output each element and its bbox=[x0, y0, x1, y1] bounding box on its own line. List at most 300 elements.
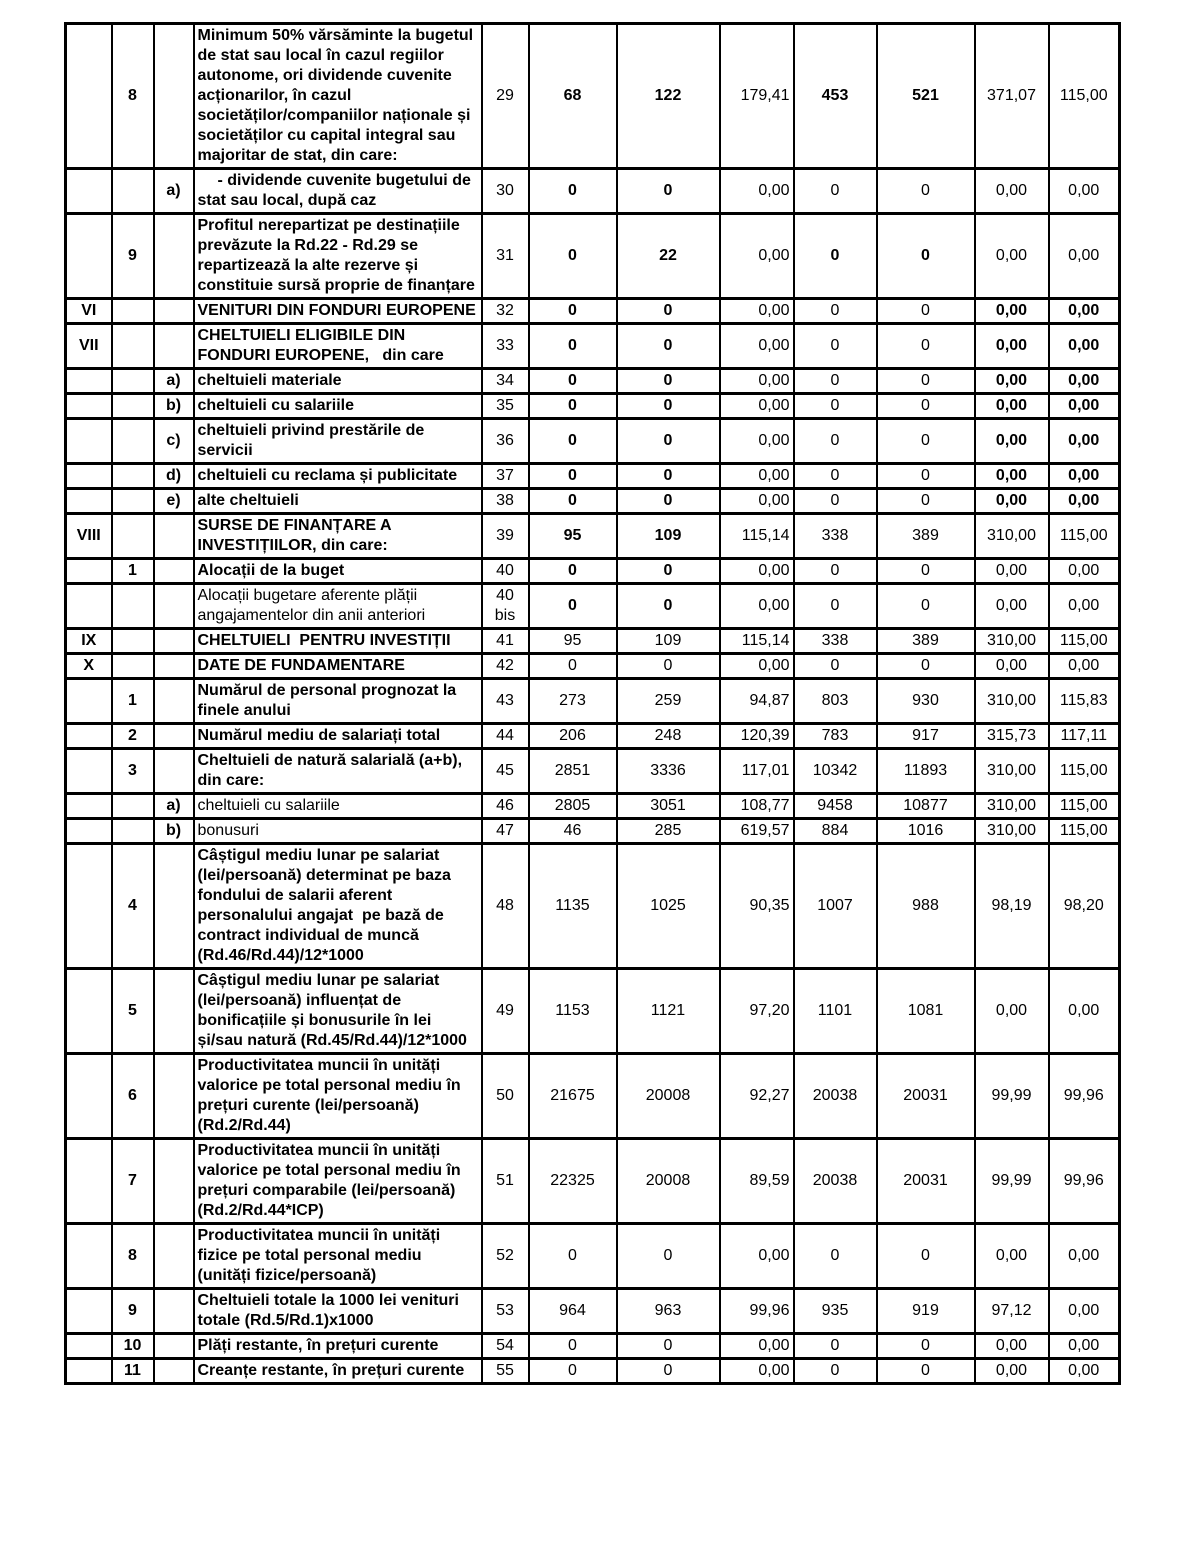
value-cell-6: 315,73 bbox=[975, 724, 1049, 749]
table-row bbox=[66, 679, 1120, 724]
value-cell-1: 273 bbox=[529, 679, 617, 724]
value-cell-4: 338 bbox=[794, 629, 877, 654]
value-cell-1: 2851 bbox=[529, 749, 617, 794]
value-cell-5: 930 bbox=[877, 679, 975, 724]
value-cell-4: 783 bbox=[794, 724, 877, 749]
value-cell-7: 0,00 bbox=[1049, 1359, 1120, 1384]
item-number-cell: 8 bbox=[112, 24, 154, 169]
value-cell-2: 0 bbox=[617, 489, 720, 514]
description-cell: Profitul nerepartizat pe destinațiile prevăzute la Rd.22 - Rd.29 se repartizează la alte rezerve și constituie sursă proprie de finanțare bbox=[194, 214, 482, 299]
value-cell-7: 115,83 bbox=[1049, 679, 1120, 724]
item-number-cell: 11 bbox=[112, 1359, 154, 1384]
row-number-cell: 50 bbox=[482, 1054, 529, 1139]
value-cell-4: 0 bbox=[794, 489, 877, 514]
value-cell-5: 11893 bbox=[877, 749, 975, 794]
value-cell-7: 0,00 bbox=[1049, 489, 1120, 514]
value-cell-6: 310,00 bbox=[975, 819, 1049, 844]
description-cell: VENITURI DIN FONDURI EUROPENE bbox=[194, 299, 482, 324]
value-cell-7: 0,00 bbox=[1049, 214, 1120, 299]
value-cell-7: 115,00 bbox=[1049, 629, 1120, 654]
value-cell-4: 0 bbox=[794, 299, 877, 324]
budget-table-body bbox=[66, 24, 1120, 1384]
value-cell-3: 0,00 bbox=[720, 1334, 794, 1359]
row-number-cell: 55 bbox=[482, 1359, 529, 1384]
sub-letter-cell bbox=[154, 1359, 194, 1384]
value-cell-3: 0,00 bbox=[720, 299, 794, 324]
value-cell-2: 109 bbox=[617, 629, 720, 654]
description-cell: Productivitatea muncii în unități valorice pe total personal mediu în prețuri curente (lei/persoană) (Rd.2/Rd.44) bbox=[194, 1054, 482, 1139]
table-sheet bbox=[64, 22, 1121, 1385]
sub-letter-cell: a) bbox=[154, 369, 194, 394]
row-number-cell: 54 bbox=[482, 1334, 529, 1359]
value-cell-6: 97,12 bbox=[975, 1289, 1049, 1334]
description-cell: - dividende cuvenite bugetului de stat sau local, după caz bbox=[194, 169, 482, 214]
value-cell-6: 0,00 bbox=[975, 969, 1049, 1054]
value-cell-4: 0 bbox=[794, 169, 877, 214]
value-cell-7: 0,00 bbox=[1049, 1289, 1120, 1334]
item-number-cell bbox=[112, 514, 154, 559]
value-cell-1: 0 bbox=[529, 1224, 617, 1289]
item-number-cell: 7 bbox=[112, 1139, 154, 1224]
value-cell-5: 988 bbox=[877, 844, 975, 969]
value-cell-4: 0 bbox=[794, 324, 877, 369]
sub-letter-cell bbox=[154, 24, 194, 169]
value-cell-5: 0 bbox=[877, 419, 975, 464]
value-cell-3: 117,01 bbox=[720, 749, 794, 794]
value-cell-5: 20031 bbox=[877, 1139, 975, 1224]
value-cell-2: 0 bbox=[617, 324, 720, 369]
value-cell-1: 95 bbox=[529, 514, 617, 559]
item-number-cell bbox=[112, 394, 154, 419]
value-cell-3: 0,00 bbox=[720, 584, 794, 629]
value-cell-1: 0 bbox=[529, 369, 617, 394]
section-cell bbox=[66, 559, 112, 584]
value-cell-1: 0 bbox=[529, 584, 617, 629]
description-cell: Câștigul mediu lunar pe salariat (lei/persoană) determinat pe baza fondului de salarii aferent personalului angajat pe bază de contract individual de muncă (Rd.46/Rd.44)/12*1000 bbox=[194, 844, 482, 969]
item-number-cell bbox=[112, 819, 154, 844]
value-cell-1: 1135 bbox=[529, 844, 617, 969]
row-number-cell: 40 bbox=[482, 559, 529, 584]
section-cell bbox=[66, 24, 112, 169]
table-row bbox=[66, 1139, 1120, 1224]
item-number-cell: 9 bbox=[112, 214, 154, 299]
sub-letter-cell bbox=[154, 1224, 194, 1289]
value-cell-1: 21675 bbox=[529, 1054, 617, 1139]
value-cell-4: 0 bbox=[794, 584, 877, 629]
value-cell-6: 0,00 bbox=[975, 214, 1049, 299]
value-cell-3: 0,00 bbox=[720, 394, 794, 419]
value-cell-7: 0,00 bbox=[1049, 584, 1120, 629]
item-number-cell bbox=[112, 794, 154, 819]
item-number-cell bbox=[112, 299, 154, 324]
value-cell-5: 919 bbox=[877, 1289, 975, 1334]
description-cell: cheltuieli cu salariile bbox=[194, 794, 482, 819]
sub-letter-cell: c) bbox=[154, 419, 194, 464]
value-cell-6: 310,00 bbox=[975, 749, 1049, 794]
row-number-cell: 41 bbox=[482, 629, 529, 654]
value-cell-7: 0,00 bbox=[1049, 464, 1120, 489]
value-cell-4: 20038 bbox=[794, 1139, 877, 1224]
value-cell-6: 0,00 bbox=[975, 1359, 1049, 1384]
description-cell: alte cheltuieli bbox=[194, 489, 482, 514]
section-cell bbox=[66, 1139, 112, 1224]
description-cell: CHELTUIELI PENTRU INVESTIȚII bbox=[194, 629, 482, 654]
value-cell-4: 0 bbox=[794, 1334, 877, 1359]
section-cell: X bbox=[66, 654, 112, 679]
item-number-cell: 5 bbox=[112, 969, 154, 1054]
value-cell-5: 0 bbox=[877, 654, 975, 679]
value-cell-7: 0,00 bbox=[1049, 324, 1120, 369]
value-cell-1: 0 bbox=[529, 489, 617, 514]
value-cell-6: 0,00 bbox=[975, 369, 1049, 394]
value-cell-3: 0,00 bbox=[720, 559, 794, 584]
table-row bbox=[66, 969, 1120, 1054]
item-number-cell: 1 bbox=[112, 559, 154, 584]
value-cell-7: 0,00 bbox=[1049, 654, 1120, 679]
item-number-cell bbox=[112, 584, 154, 629]
value-cell-5: 20031 bbox=[877, 1054, 975, 1139]
value-cell-3: 0,00 bbox=[720, 369, 794, 394]
value-cell-4: 0 bbox=[794, 1359, 877, 1384]
value-cell-2: 0 bbox=[617, 464, 720, 489]
value-cell-3: 0,00 bbox=[720, 489, 794, 514]
value-cell-3: 179,41 bbox=[720, 24, 794, 169]
value-cell-7: 117,11 bbox=[1049, 724, 1120, 749]
value-cell-3: 115,14 bbox=[720, 629, 794, 654]
value-cell-1: 0 bbox=[529, 1359, 617, 1384]
row-number-cell: 43 bbox=[482, 679, 529, 724]
value-cell-1: 46 bbox=[529, 819, 617, 844]
value-cell-5: 1081 bbox=[877, 969, 975, 1054]
value-cell-3: 92,27 bbox=[720, 1054, 794, 1139]
value-cell-4: 0 bbox=[794, 419, 877, 464]
value-cell-4: 0 bbox=[794, 214, 877, 299]
item-number-cell: 2 bbox=[112, 724, 154, 749]
sub-letter-cell bbox=[154, 629, 194, 654]
value-cell-4: 1007 bbox=[794, 844, 877, 969]
table-row bbox=[66, 794, 1120, 819]
item-number-cell bbox=[112, 419, 154, 464]
description-cell: CHELTUIELI ELIGIBILE DIN FONDURI EUROPENE, din care bbox=[194, 324, 482, 369]
table-row bbox=[66, 629, 1120, 654]
row-number-cell: 32 bbox=[482, 299, 529, 324]
sub-letter-cell bbox=[154, 844, 194, 969]
section-cell bbox=[66, 679, 112, 724]
section-cell: IX bbox=[66, 629, 112, 654]
table-row bbox=[66, 394, 1120, 419]
description-cell: Numărul mediu de salariați total bbox=[194, 724, 482, 749]
table-row bbox=[66, 819, 1120, 844]
value-cell-4: 9458 bbox=[794, 794, 877, 819]
value-cell-2: 0 bbox=[617, 654, 720, 679]
table-row bbox=[66, 1054, 1120, 1139]
section-cell bbox=[66, 749, 112, 794]
description-cell: cheltuieli privind prestările de servicii bbox=[194, 419, 482, 464]
value-cell-3: 99,96 bbox=[720, 1289, 794, 1334]
section-cell bbox=[66, 1289, 112, 1334]
value-cell-6: 0,00 bbox=[975, 654, 1049, 679]
value-cell-3: 115,14 bbox=[720, 514, 794, 559]
value-cell-7: 0,00 bbox=[1049, 369, 1120, 394]
sub-letter-cell bbox=[154, 1139, 194, 1224]
table-row bbox=[66, 369, 1120, 394]
sub-letter-cell: b) bbox=[154, 394, 194, 419]
value-cell-4: 453 bbox=[794, 24, 877, 169]
row-number-cell: 29 bbox=[482, 24, 529, 169]
value-cell-2: 3051 bbox=[617, 794, 720, 819]
value-cell-2: 0 bbox=[617, 419, 720, 464]
value-cell-4: 0 bbox=[794, 369, 877, 394]
row-number-cell: 52 bbox=[482, 1224, 529, 1289]
table-row bbox=[66, 169, 1120, 214]
sub-letter-cell bbox=[154, 514, 194, 559]
value-cell-1: 0 bbox=[529, 559, 617, 584]
value-cell-1: 206 bbox=[529, 724, 617, 749]
value-cell-7: 99,96 bbox=[1049, 1139, 1120, 1224]
value-cell-4: 935 bbox=[794, 1289, 877, 1334]
table-row bbox=[66, 514, 1120, 559]
value-cell-6: 99,99 bbox=[975, 1139, 1049, 1224]
row-number-cell: 46 bbox=[482, 794, 529, 819]
section-cell bbox=[66, 819, 112, 844]
sub-letter-cell bbox=[154, 654, 194, 679]
section-cell bbox=[66, 369, 112, 394]
row-number-cell: 48 bbox=[482, 844, 529, 969]
description-cell: bonusuri bbox=[194, 819, 482, 844]
description-cell: Cheltuieli de natură salarială (a+b), din care: bbox=[194, 749, 482, 794]
value-cell-7: 115,00 bbox=[1049, 749, 1120, 794]
value-cell-3: 90,35 bbox=[720, 844, 794, 969]
row-number-cell: 38 bbox=[482, 489, 529, 514]
item-number-cell: 3 bbox=[112, 749, 154, 794]
value-cell-6: 99,99 bbox=[975, 1054, 1049, 1139]
description-cell: Câștigul mediu lunar pe salariat (lei/persoană) influențat de bonificațiile și bonusurile în lei și/sau natură (Rd.45/Rd.44)/12*1000 bbox=[194, 969, 482, 1054]
value-cell-4: 0 bbox=[794, 464, 877, 489]
value-cell-5: 389 bbox=[877, 514, 975, 559]
value-cell-3: 89,59 bbox=[720, 1139, 794, 1224]
table-row bbox=[66, 654, 1120, 679]
value-cell-6: 0,00 bbox=[975, 169, 1049, 214]
value-cell-5: 0 bbox=[877, 1224, 975, 1289]
table-row bbox=[66, 749, 1120, 794]
value-cell-2: 0 bbox=[617, 169, 720, 214]
row-number-cell: 30 bbox=[482, 169, 529, 214]
value-cell-2: 20008 bbox=[617, 1054, 720, 1139]
value-cell-7: 0,00 bbox=[1049, 394, 1120, 419]
value-cell-2: 963 bbox=[617, 1289, 720, 1334]
table-row bbox=[66, 489, 1120, 514]
section-cell bbox=[66, 464, 112, 489]
item-number-cell bbox=[112, 654, 154, 679]
value-cell-2: 122 bbox=[617, 24, 720, 169]
value-cell-4: 20038 bbox=[794, 1054, 877, 1139]
item-number-cell: 1 bbox=[112, 679, 154, 724]
section-cell bbox=[66, 1224, 112, 1289]
value-cell-1: 0 bbox=[529, 214, 617, 299]
row-number-cell: 51 bbox=[482, 1139, 529, 1224]
sub-letter-cell bbox=[154, 1289, 194, 1334]
item-number-cell: 6 bbox=[112, 1054, 154, 1139]
section-cell bbox=[66, 969, 112, 1054]
value-cell-1: 964 bbox=[529, 1289, 617, 1334]
value-cell-5: 0 bbox=[877, 214, 975, 299]
description-cell: Productivitatea muncii în unități fizice pe total personal mediu (unități fizice/persoană) bbox=[194, 1224, 482, 1289]
value-cell-3: 0,00 bbox=[720, 169, 794, 214]
value-cell-6: 0,00 bbox=[975, 464, 1049, 489]
sub-letter-cell: a) bbox=[154, 794, 194, 819]
item-number-cell bbox=[112, 489, 154, 514]
value-cell-7: 115,00 bbox=[1049, 819, 1120, 844]
description-cell: DATE DE FUNDAMENTARE bbox=[194, 654, 482, 679]
value-cell-4: 0 bbox=[794, 654, 877, 679]
section-cell bbox=[66, 1359, 112, 1384]
value-cell-5: 0 bbox=[877, 299, 975, 324]
value-cell-7: 0,00 bbox=[1049, 299, 1120, 324]
value-cell-6: 371,07 bbox=[975, 24, 1049, 169]
section-cell bbox=[66, 844, 112, 969]
value-cell-6: 0,00 bbox=[975, 299, 1049, 324]
section-cell: VII bbox=[66, 324, 112, 369]
value-cell-4: 10342 bbox=[794, 749, 877, 794]
value-cell-6: 0,00 bbox=[975, 1224, 1049, 1289]
value-cell-1: 2805 bbox=[529, 794, 617, 819]
description-cell: cheltuieli cu reclama și publicitate bbox=[194, 464, 482, 489]
item-number-cell bbox=[112, 369, 154, 394]
description-cell: cheltuieli materiale bbox=[194, 369, 482, 394]
table-row bbox=[66, 559, 1120, 584]
value-cell-1: 0 bbox=[529, 464, 617, 489]
value-cell-3: 0,00 bbox=[720, 214, 794, 299]
value-cell-4: 1101 bbox=[794, 969, 877, 1054]
value-cell-2: 1121 bbox=[617, 969, 720, 1054]
description-cell: cheltuieli cu salariile bbox=[194, 394, 482, 419]
value-cell-1: 0 bbox=[529, 654, 617, 679]
sub-letter-cell: d) bbox=[154, 464, 194, 489]
value-cell-5: 0 bbox=[877, 394, 975, 419]
value-cell-6: 0,00 bbox=[975, 419, 1049, 464]
value-cell-5: 521 bbox=[877, 24, 975, 169]
value-cell-4: 884 bbox=[794, 819, 877, 844]
value-cell-1: 0 bbox=[529, 394, 617, 419]
value-cell-1: 0 bbox=[529, 324, 617, 369]
value-cell-7: 0,00 bbox=[1049, 419, 1120, 464]
value-cell-2: 285 bbox=[617, 819, 720, 844]
value-cell-3: 0,00 bbox=[720, 324, 794, 369]
table-row bbox=[66, 1224, 1120, 1289]
item-number-cell bbox=[112, 169, 154, 214]
value-cell-5: 1016 bbox=[877, 819, 975, 844]
item-number-cell: 4 bbox=[112, 844, 154, 969]
table-row bbox=[66, 1289, 1120, 1334]
value-cell-5: 0 bbox=[877, 169, 975, 214]
value-cell-7: 115,00 bbox=[1049, 514, 1120, 559]
row-number-cell: 42 bbox=[482, 654, 529, 679]
value-cell-2: 0 bbox=[617, 299, 720, 324]
sub-letter-cell bbox=[154, 214, 194, 299]
section-cell bbox=[66, 1334, 112, 1359]
value-cell-6: 0,00 bbox=[975, 324, 1049, 369]
value-cell-7: 98,20 bbox=[1049, 844, 1120, 969]
value-cell-5: 389 bbox=[877, 629, 975, 654]
row-number-cell: 37 bbox=[482, 464, 529, 489]
item-number-cell: 9 bbox=[112, 1289, 154, 1334]
description-cell: Cheltuieli totale la 1000 lei venituri totale (Rd.5/Rd.1)x1000 bbox=[194, 1289, 482, 1334]
value-cell-5: 0 bbox=[877, 584, 975, 629]
value-cell-2: 0 bbox=[617, 369, 720, 394]
value-cell-6: 98,19 bbox=[975, 844, 1049, 969]
value-cell-3: 0,00 bbox=[720, 1224, 794, 1289]
row-number-cell: 36 bbox=[482, 419, 529, 464]
value-cell-6: 0,00 bbox=[975, 559, 1049, 584]
value-cell-7: 115,00 bbox=[1049, 794, 1120, 819]
sub-letter-cell bbox=[154, 749, 194, 794]
value-cell-5: 917 bbox=[877, 724, 975, 749]
table-row bbox=[66, 584, 1120, 629]
row-number-cell: 40 bis bbox=[482, 584, 529, 629]
value-cell-3: 97,20 bbox=[720, 969, 794, 1054]
row-number-cell: 33 bbox=[482, 324, 529, 369]
table-row bbox=[66, 724, 1120, 749]
section-cell: VI bbox=[66, 299, 112, 324]
value-cell-1: 0 bbox=[529, 419, 617, 464]
value-cell-2: 20008 bbox=[617, 1139, 720, 1224]
value-cell-7: 0,00 bbox=[1049, 1334, 1120, 1359]
value-cell-7: 0,00 bbox=[1049, 969, 1120, 1054]
description-cell: Creanțe restante, în prețuri curente bbox=[194, 1359, 482, 1384]
table-row bbox=[66, 1334, 1120, 1359]
value-cell-5: 0 bbox=[877, 324, 975, 369]
value-cell-6: 0,00 bbox=[975, 489, 1049, 514]
sub-letter-cell: b) bbox=[154, 819, 194, 844]
value-cell-5: 0 bbox=[877, 1359, 975, 1384]
row-number-cell: 53 bbox=[482, 1289, 529, 1334]
value-cell-7: 99,96 bbox=[1049, 1054, 1120, 1139]
table-row bbox=[66, 464, 1120, 489]
value-cell-3: 94,87 bbox=[720, 679, 794, 724]
section-cell bbox=[66, 214, 112, 299]
value-cell-2: 0 bbox=[617, 394, 720, 419]
item-number-cell bbox=[112, 324, 154, 369]
sub-letter-cell bbox=[154, 679, 194, 724]
section-cell bbox=[66, 169, 112, 214]
section-cell bbox=[66, 394, 112, 419]
value-cell-2: 248 bbox=[617, 724, 720, 749]
table-row bbox=[66, 419, 1120, 464]
value-cell-4: 338 bbox=[794, 514, 877, 559]
value-cell-4: 0 bbox=[794, 1224, 877, 1289]
value-cell-1: 0 bbox=[529, 299, 617, 324]
row-number-cell: 49 bbox=[482, 969, 529, 1054]
row-number-cell: 35 bbox=[482, 394, 529, 419]
value-cell-1: 95 bbox=[529, 629, 617, 654]
section-cell bbox=[66, 419, 112, 464]
value-cell-3: 0,00 bbox=[720, 464, 794, 489]
value-cell-3: 0,00 bbox=[720, 1359, 794, 1384]
row-number-cell: 34 bbox=[482, 369, 529, 394]
value-cell-3: 619,57 bbox=[720, 819, 794, 844]
item-number-cell: 8 bbox=[112, 1224, 154, 1289]
value-cell-2: 0 bbox=[617, 559, 720, 584]
row-number-cell: 44 bbox=[482, 724, 529, 749]
table-row bbox=[66, 844, 1120, 969]
value-cell-5: 0 bbox=[877, 489, 975, 514]
value-cell-5: 0 bbox=[877, 559, 975, 584]
value-cell-6: 0,00 bbox=[975, 1334, 1049, 1359]
value-cell-6: 310,00 bbox=[975, 629, 1049, 654]
value-cell-2: 109 bbox=[617, 514, 720, 559]
value-cell-2: 3336 bbox=[617, 749, 720, 794]
value-cell-1: 22325 bbox=[529, 1139, 617, 1224]
